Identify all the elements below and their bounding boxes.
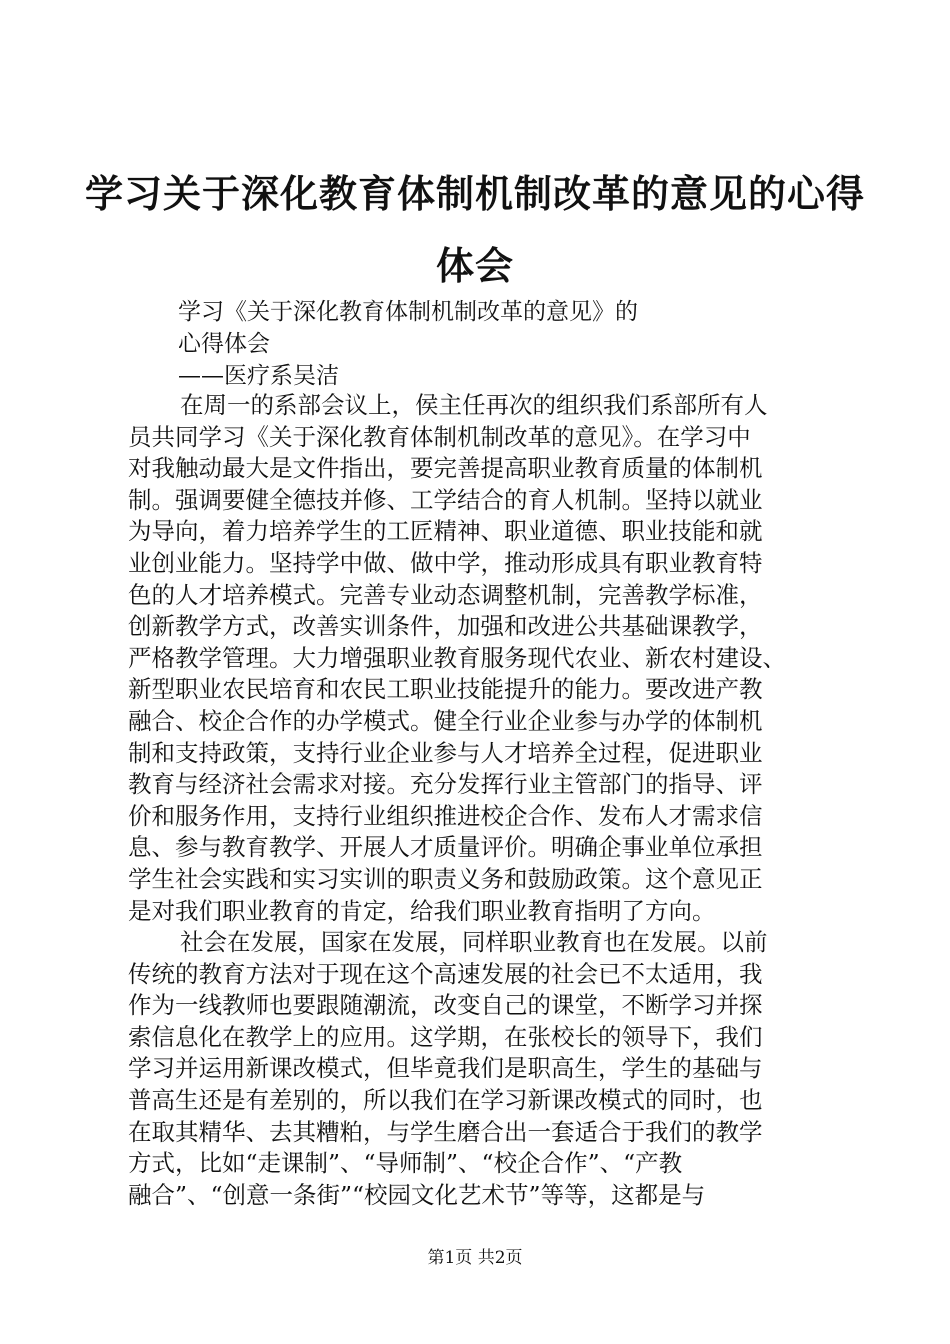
subtitle-line: 心得体会 <box>178 331 270 357</box>
paragraph-line: 对我触动最大是文件指出，要完善提高职业教育质量的体制机 <box>128 454 763 483</box>
paragraph-line: 严格教学管理。大力增强职业教育服务现代农业、新农村建设、 <box>128 643 786 672</box>
paragraph-line: 方式，比如“走课制”、“导师制”、“校企合作”、“产教 <box>128 1149 683 1178</box>
body-text <box>128 390 828 1211</box>
paragraph-line: 学习并运用新课改模式，但毕竟我们是职高生，学生的基础与 <box>128 1054 763 1083</box>
paragraph-line: 在周一的系部会议上，侯主任再次的组织我们系部所有人 <box>180 391 768 419</box>
paragraph-line: 教育与经济社会需求对接。充分发挥行业主管部门的指导、评 <box>128 770 763 799</box>
paragraph-line: 色的人才培养模式。完善专业动态调整机制，完善教学标准， <box>128 580 763 609</box>
paragraph-line: 传统的教育方法对于现在这个高速发展的社会已不太适用，我 <box>128 959 763 988</box>
paragraph-line: 社会在发展，国家在发展，同样职业教育也在发展。以前 <box>180 928 768 957</box>
paragraph-line: 息、参与教育教学、开展人才质量评价。明确企事业单位承担 <box>128 833 763 862</box>
paragraph-line: 索信息化在教学上的应用。这学期，在张校长的领导下，我们 <box>128 1022 763 1051</box>
subtitle-line: 学习《关于深化教育体制机制改革的意见》的 <box>178 299 638 325</box>
paragraph-line: 创新教学方式，改善实训条件，加强和改进公共基础课教学， <box>128 612 763 641</box>
title-line: 学习关于深化教育体制机制改革的意见的心得 <box>84 172 865 216</box>
document-title <box>80 158 870 302</box>
paragraph-line: 融合”、“创意一条街”“校园文化艺术节”等等，这都是与 <box>128 1180 706 1209</box>
paragraph-line: 员共同学习《关于深化教育体制机制改革的意见》。在学习中 <box>128 422 751 451</box>
paragraph-line: 融合、校企合作的办学模式。健全行业企业参与办学的体制机 <box>128 706 763 735</box>
paragraph-line: 制和支持政策，支持行业企业参与人才培养全过程，促进职业 <box>128 738 763 767</box>
paragraph-line: 制。强调要健全德技并修、工学结合的育人机制。坚持以就业 <box>128 485 763 514</box>
page-footer: 第1页 共2页 <box>427 1248 523 1268</box>
paragraph-line: 在取其精华、去其糟粕，与学生磨合出一套适合于我们的教学 <box>128 1117 763 1146</box>
paragraph-line: 业创业能力。坚持学中做、做中学，推动形成具有职业教育特 <box>128 548 763 577</box>
paragraph-line: 新型职业农民培育和农民工职业技能提升的能力。要改进产教 <box>128 675 763 704</box>
paragraph-line: 为导向，着力培养学生的工匠精神、职业道德、职业技能和就 <box>128 517 763 546</box>
paragraph-line: 价和服务作用，支持行业组织推进校企合作、发布人才需求信 <box>128 801 763 830</box>
paragraph-line: 作为一线教师也要跟随潮流，改变自己的课堂，不断学习并探 <box>128 991 763 1020</box>
author-line: ——医疗系吴洁 <box>178 363 339 389</box>
paragraph-line: 普高生还是有差别的，所以我们在学习新课改模式的同时，也 <box>128 1086 763 1115</box>
subtitle-block <box>178 296 638 392</box>
paragraph-line: 学生社会实践和实习实训的职责义务和鼓励政策。这个意见正 <box>128 864 763 893</box>
title-line: 体会 <box>435 244 514 288</box>
paragraph-line: 是对我们职业教育的肯定，给我们职业教育指明了方向。 <box>128 896 716 925</box>
